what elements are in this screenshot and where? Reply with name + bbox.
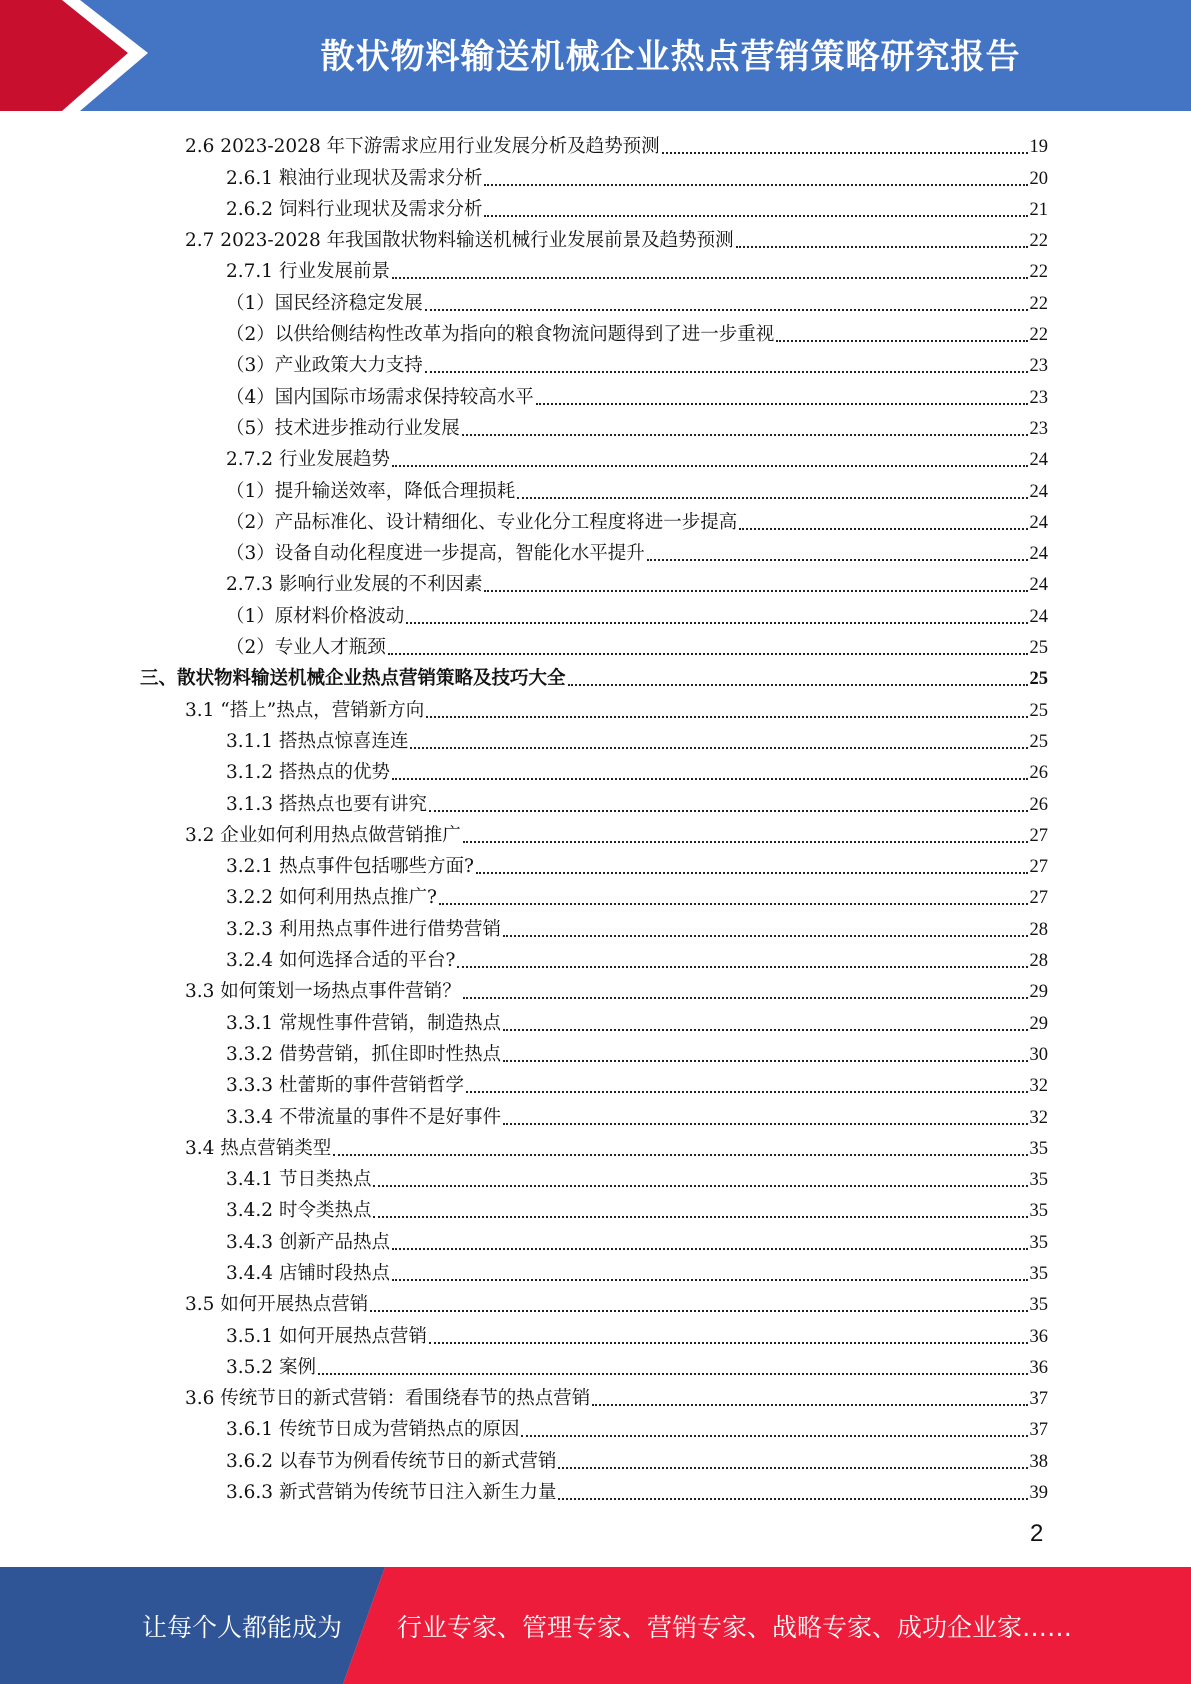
toc-dot-leader [521,1435,1027,1437]
toc-entry-page: 24 [1029,481,1048,502]
toc-entry-page: 24 [1029,512,1048,533]
toc-entry-label: 2.7 2023-2028 年我国散状物料输送机械行业发展前景及趋势预测 [185,230,734,252]
toc-entry-page: 28 [1029,919,1048,940]
toc-entry-page: 29 [1029,982,1048,1003]
toc-entry-label: 三、散状物料输送机械企业热点营销策略及技巧大全 [140,668,566,690]
toc-entry[interactable] [140,471,1048,502]
page-header [0,0,1191,111]
toc-entry[interactable] [140,722,1048,753]
toc-dot-leader [392,277,1028,279]
toc-entry[interactable] [140,221,1048,252]
toc-entry-label: 3.3.3 杜蕾斯的事件营销哲学 [226,1075,464,1097]
toc-entry-label: 3.4.1 节日类热点 [226,1169,372,1191]
toc-entry-page: 35 [1029,1232,1048,1253]
toc-entry-label: 2.7.1 行业发展前景 [226,261,390,283]
toc-entry[interactable] [140,847,1048,878]
toc-entry-page: 23 [1029,356,1048,377]
toc-dot-leader [536,403,1028,405]
toc-entry-page: 26 [1029,763,1048,784]
toc-entry-label: 3.2.3 利用热点事件进行借势营销 [226,918,501,940]
toc-entry[interactable] [140,1441,1048,1472]
toc-entry-label: 3.5.2 案例 [226,1356,316,1378]
toc-dot-leader [463,997,1028,999]
toc-dot-leader [503,1123,1028,1125]
toc-entry[interactable] [140,941,1048,972]
toc-entry-page: 27 [1029,825,1048,846]
toc-entry-page: 35 [1029,1138,1048,1159]
toc-entry[interactable] [140,878,1048,909]
toc-entry-page: 39 [1029,1483,1048,1504]
toc-dot-leader [439,903,1028,905]
toc-entry-label: 3.2.1 热点事件包括哪些方面? [226,856,474,878]
toc-entry-label: 3.3.1 常规性事件营销，制造热点 [226,1012,501,1034]
toc-entry-label: 3.4.3 创新产品热点 [226,1231,390,1253]
toc-entry[interactable] [140,753,1048,784]
toc-entry-page: 24 [1029,575,1048,596]
toc-entry-page: 20 [1029,168,1048,189]
toc-entry-page: 22 [1029,325,1048,346]
toc-entry-label: 3.2.2 如何利用热点推广? [226,887,437,909]
toc-dot-leader [392,778,1028,780]
toc-entry[interactable] [140,628,1048,659]
toc-entry[interactable] [140,784,1048,815]
toc-entry[interactable] [140,1254,1048,1285]
toc-entry-page: 32 [1029,1107,1048,1128]
toc-entry-page: 24 [1029,450,1048,471]
toc-entry[interactable] [140,659,1048,690]
toc-entry-label: 3.6.1 传统节日成为营销热点的原因 [226,1419,520,1441]
toc-entry-label: 3.6.2 以春节为例看传统节日的新式营销 [226,1450,557,1472]
toc-dot-leader [503,935,1028,937]
toc-dot-leader [333,1154,1027,1156]
toc-entry[interactable] [140,190,1048,221]
toc-entry[interactable] [140,1285,1048,1316]
toc-entry[interactable] [140,534,1048,565]
toc-dot-leader [662,152,1028,154]
toc-dot-leader [466,1091,1028,1093]
toc-entry-page: 36 [1029,1357,1048,1378]
toc-dot-leader [388,653,1028,655]
toc-entry-label: 2.7.2 行业发展趋势 [226,449,390,471]
toc-dot-leader [568,684,1028,686]
toc-entry-label: （1）提升输送效率，降低合理损耗 [226,480,516,502]
toc-entry-label: （2）产品标准化、设计精细化、专业化分工程度将进一步提高 [226,511,738,533]
toc-entry[interactable] [140,283,1048,314]
toc-dot-leader [484,184,1027,186]
toc-entry[interactable] [140,690,1048,721]
toc-entry[interactable] [140,1379,1048,1410]
toc-entry-label: 3.2.4 如何选择合适的平台? [226,950,456,972]
toc-entry[interactable] [140,1066,1048,1097]
toc-entry-page: 28 [1029,951,1048,972]
toc-entry-label: 3.3.4 不带流量的事件不是好事件 [226,1106,501,1128]
toc-entry-label: 2.6.2 饲料行业现状及需求分析 [226,198,483,220]
toc-entry[interactable] [140,503,1048,534]
toc-dot-leader [406,622,1027,624]
toc-entry-label: 3.1.1 搭热点惊喜连连 [226,730,409,752]
toc-entry[interactable] [140,440,1048,471]
toc-entry[interactable] [140,346,1048,377]
toc-entry-label: 3.4 热点营销类型 [185,1137,332,1159]
toc-dot-leader [739,528,1027,530]
toc-dot-leader [463,841,1028,843]
toc-entry-label: （1）国民经济稳定发展 [226,292,423,314]
toc-entry-page: 22 [1029,231,1048,252]
toc-entry-page: 23 [1029,387,1048,408]
toc-entry-label: （5）技术进步推动行业发展 [226,417,460,439]
toc-entry-label: 3.1.3 搭热点也要有讲究 [226,793,427,815]
toc-entry-page: 35 [1029,1170,1048,1191]
toc-entry-page: 26 [1029,794,1048,815]
toc-entry-label: 3.6.3 新式营销为传统节日注入新生力量 [226,1482,557,1504]
table-of-contents [140,127,1048,1504]
toc-entry-label: 2.6 2023-2028 年下游需求应用行业发展分析及趋势预测 [185,136,660,158]
toc-entry-page: 32 [1029,1076,1048,1097]
toc-entry-label: 3.4.2 时令类热点 [226,1200,372,1222]
toc-entry-label: 2.7.3 影响行业发展的不利因素 [226,574,483,596]
toc-entry-page: 25 [1029,731,1048,752]
toc-entry-label: 3.5.1 如何开展热点营销 [226,1325,427,1347]
toc-dot-leader [373,1185,1027,1187]
toc-entry-label: 3.3 如何策划一场热点事件营销？ [185,981,461,1003]
toc-entry[interactable] [140,1410,1048,1441]
toc-entry[interactable] [140,252,1048,283]
toc-entry-page: 35 [1029,1295,1048,1316]
toc-dot-leader [370,1310,1027,1312]
toc-entry[interactable] [140,972,1048,1003]
toc-dot-leader [776,340,1027,342]
toc-dot-leader [457,966,1027,968]
toc-dot-leader [373,1216,1027,1218]
toc-entry-label: 3.6 传统节日的新式营销：看围绕春节的热点营销 [185,1388,591,1410]
toc-entry-page: 27 [1029,857,1048,878]
toc-dot-leader [736,246,1028,248]
toc-entry-page: 25 [1029,700,1048,721]
toc-entry[interactable] [140,1316,1048,1347]
toc-entry-page: 24 [1029,606,1048,627]
toc-entry-label: 3.4.4 店铺时段热点 [226,1262,390,1284]
toc-entry-label: （3）产业政策大力支持 [226,355,423,377]
toc-entry[interactable] [140,596,1048,627]
toc-dot-leader [392,465,1028,467]
toc-entry[interactable] [140,315,1048,346]
toc-entry[interactable] [140,1035,1048,1066]
toc-entry[interactable] [140,1160,1048,1191]
toc-entry[interactable] [140,1129,1048,1160]
toc-entry-label: （3）设备自动化程度进一步提高，智能化水平提升 [226,543,645,565]
toc-entry-label: （4）国内国际市场需求保持较高水平 [226,386,534,408]
toc-entry-page: 35 [1029,1263,1048,1284]
toc-entry-page: 35 [1029,1201,1048,1222]
toc-dot-leader [425,309,1028,311]
toc-dot-leader [425,371,1028,373]
toc-entry-label: （1）原材料价格波动 [226,605,405,627]
toc-dot-leader [318,1373,1028,1375]
toc-dot-leader [410,747,1027,749]
toc-entry[interactable] [140,409,1048,440]
toc-dot-leader [503,1060,1028,1062]
toc-entry-page: 24 [1029,544,1048,565]
toc-dot-leader [558,1498,1027,1500]
toc-entry-label: 2.6.1 粮油行业现状及需求分析 [226,167,483,189]
toc-entry-page: 22 [1029,293,1048,314]
toc-entry-label: 3.2 企业如何利用热点做营销推广 [185,824,461,846]
toc-entry-page: 27 [1029,888,1048,909]
toc-entry-page: 36 [1029,1326,1048,1347]
toc-dot-leader [503,1029,1028,1031]
toc-entry[interactable] [140,1222,1048,1253]
toc-entry[interactable] [140,1097,1048,1128]
toc-entry-page: 25 [1029,669,1048,690]
toc-entry-label: 3.1.2 搭热点的优势 [226,762,390,784]
toc-entry-label: （2）专业人才瓶颈 [226,637,386,659]
toc-entry-label: （2）以供给侧结构性改革为指向的粮食物流问题得到了进一步重视 [226,324,775,346]
toc-entry-page: 25 [1029,638,1048,659]
toc-entry[interactable] [140,1473,1048,1504]
toc-dot-leader [462,434,1028,436]
toc-entry[interactable] [140,816,1048,847]
toc-dot-leader [392,1279,1028,1281]
toc-dot-leader [558,1467,1027,1469]
toc-entry[interactable] [140,565,1048,596]
toc-dot-leader [392,1248,1028,1250]
toc-dot-leader [517,497,1027,499]
toc-entry-page: 38 [1029,1451,1048,1472]
toc-entry-page: 21 [1029,199,1048,220]
toc-entry-label: 3.3.2 借势营销，抓住即时性热点 [226,1043,501,1065]
toc-entry-page: 19 [1029,137,1048,158]
toc-dot-leader [429,1342,1028,1344]
toc-dot-leader [429,810,1028,812]
footer-slogan-left: 让每个人都能成为 [142,1612,343,1642]
toc-entry-label: 3.5 如何开展热点营销 [185,1294,369,1316]
toc-entry-page: 29 [1029,1013,1048,1034]
toc-entry[interactable] [140,1191,1048,1222]
toc-entry-label: 3.1 “搭上”热点，营销新方向 [185,699,425,721]
toc-entry-page: 37 [1029,1389,1048,1410]
toc-dot-leader [484,590,1027,592]
toc-entry[interactable] [140,377,1048,408]
report-title: 散状物料输送机械企业热点营销策略研究报告 [320,36,1021,77]
toc-entry[interactable] [140,127,1048,158]
toc-dot-leader [592,1404,1027,1406]
toc-entry-page: 37 [1029,1420,1048,1441]
toc-dot-leader [476,872,1028,874]
toc-dot-leader [426,716,1027,718]
toc-dot-leader [484,215,1027,217]
toc-dot-leader [647,559,1028,561]
toc-entry-page: 22 [1029,262,1048,283]
toc-entry-page: 23 [1029,418,1048,439]
page-number: 2 [1030,1520,1044,1547]
footer-slogan-right: 行业专家、管理专家、营销专家、战略专家、成功企业家…… [397,1612,1073,1642]
toc-entry[interactable] [140,1003,1048,1034]
page-footer [0,1567,1191,1684]
toc-entry[interactable] [140,1348,1048,1379]
toc-entry[interactable] [140,909,1048,940]
toc-entry-page: 30 [1029,1044,1048,1065]
toc-entry[interactable] [140,158,1048,189]
